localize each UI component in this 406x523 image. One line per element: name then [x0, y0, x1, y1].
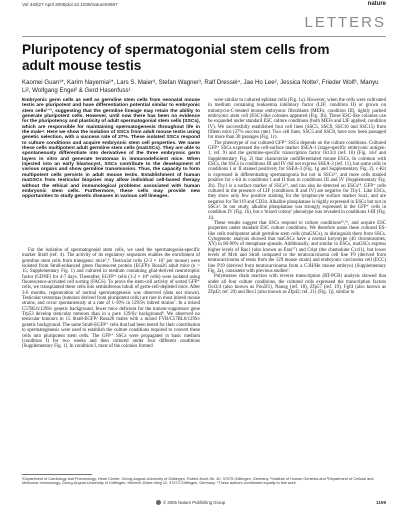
section-heading: LETTERS	[304, 14, 386, 31]
body-left-column: For the isolation of spermatogonial stem cells, we used the spermatogonia-specific marker Stra8 (ref. 4). The activity of its regulatory sequences enables the enrichment of germline stem cells from transgenic mice⁵,⁶. Testicular cells (2-3 × 10⁷ per mouse) were isolated from Stra8-enhanced green fluorescent protein (EGFP)/ Rosa26 adult mice (n = 15; Supplementary Fig. 1) and cultured in medium containing glial-derived neurotrophic factor (GDNF) for 4-7 days. Thereafter, EGFP⁺ cells (1-2 × 10⁴ cells) were isolated using fluorescence-activated cell sorting (FACS). To prove the stem-cell activity of sorted GFP⁺ cells, we transplanted these cells into seminiferous tubuli of germ-cell-depleted mice. After 3-6 months, regeneration of normal spermatogenesis was observed (data not shown). Testicular teratomas (tumours derived from pluripotent cells) are rare in most inbred mouse strains, and occur spontaneously at a rate of 1-10% in 129/Sv inbred strains⁷. In a mixed C57BL6/129Sv genetic background, fewer mice deficient for the tumour-suppressor gene Trp53 develop testicular tumours than in a pure 129/Sv background⁸. We observed no testicular tumours in 15 Stra8-EGFP/ Rosa26 males with a mixed FVB/C57BL6/129Sv genetic background. The same Stra8-EGFP⁺ cells that had been tested for their contribution to spermatogenesis were used to establish the culture conditions required to convert these cells into pluripotent stem cells. The GFP⁺ SSCs were propagated in basic medium (condition I) for two weeks and then cultured under four different conditions (Supplementary Fig. 1). In condition I, most of the colonies formed	[22, 248, 201, 350]
body-paragraph: The phenotype of our cultured GFP⁺ SSCs depends on the culture conditions. Cultured GFP⁺ SSCs expressed the cell-surface marker SSEA-1 (stage-specific embryonic antigen-1, ref. 9) and the germline-specific transcription factor Oct3/4 (ref. 10) (Fig. 1d-f and Supplementary Fig. 2) that characterize undifferentiated mouse ESCs. In common with ESCs, the SSCs in conditions III and IV did not express SSEA-3 (ref. 11), but some cells in conditions I or II stained positively for SSEA-3 (Fig. 1g and Supplementary Fig. 2). c-Kit is expressed in differentiating spermatogonia but not in SSCs¹², and more cells stained positive for c-kit in conditions I and II than in conditions III and IV (Supplementary Fig. 2b). Thy1 is a surface marker of SSCs¹³, and can also be detected on ESCs¹⁴. GFP⁺ cells cultured in the presence of LIF (conditions II and IV) are negative for Thy1. Like ESCs, they show only few positive staining for the lymphocyte surface marker Sca1, and are negative for Ter119 and CD34. Alkaline phosphatase is highly expressed in ESCs but not in SSCs¹. In our study, alkaline phosphatase was strongly expressed in the GFP⁺ cells in condition IV (Fig. 1h), but a 'mixed colony' phenotype was revealed in conditions I-III (Fig. 1i).	[208, 140, 387, 221]
journal-brand: nature	[367, 1, 386, 7]
copyright-text: © 2006 Nature Publishing Group	[163, 500, 226, 505]
affiliations: ¹Department of Cardiology and Pneumology, Heart Center, Georg-August-University of Göttingen, Robert-Koch-Str. 40, 37075 Göttingen, Germany. ²Institute of Human Genetics and ³Department of Cellular and Molecular Immunology, Georg-August-University of Göttingen, Heinrich-Düker-Weg 12, 37073 Göttingen, Germany. *These authors contributed equally to this work.	[22, 477, 374, 486]
article-title: Pluripotency of spermatogonial stem cells from adult mouse testis	[22, 42, 330, 73]
volume-line: Vol 440|27 April 2006|doi:10.1038/nature04697	[22, 2, 118, 7]
publisher-logo-icon	[156, 500, 161, 505]
abstract: Embryonic germ cells as well as germline stem cells from neonatal mouse testis are pluripotent and have differentiation potential similar to embryonic stem cells¹⁻³, suggesting that the germline lineage may retain the ability to generate pluripotent cells. However, until now there has been no evidence for the pluripotency and plasticity of adult spermatogonial stem cells (SSCs), which are responsible for maintaining spermatogenesis throughout life in the male⁴. Here we show the isolation of SSCs from adult mouse testis using genetic selection, with a success rate of 27%. These isolated SSCs respond to culture conditions and acquire embryonic stem cell properties. We name these cells multipotent adult germline stem cells (maGSCs). They are able to spontaneously differentiate into derivatives of the three embryonic germ layers in vitro and generate teratomas in immunodeficient mice. When injected into an early blastocyst, SSCs contribute to the development of various organs and show germline transmission. Thus, the capacity to form multipotent cells persists in adult mouse testis. Establishment of human maGSCs from testicular biopsies may allow individual cell-based therapy without the ethical and immunological problems associated with human embryonic stem cells. Furthermore, these cells may provide new opportunities to study genetic diseases in various cell lineages.	[22, 98, 200, 200]
body-paragraph: These results suggest that SSCs respond to culture conditions¹⁵,¹⁶, and acquire ESC properties under standard ESC culture conditions. We therefore name these cultured ES-like cells multipotent adult germline stem cells (maGSCs), to distinguish them from SSCs. Cytogenetic analysis showed that maGSCs have a normal karyotype (40 chromosomes, XY) in 80-90% of metaphase spreads. Additionally, and similar to ESCs, maGSCs express higher levels of Ras1 (also known as Eras¹⁷) and Cript (the chemokine Cxcl1), but lower levels of Mvh and Stra8 compared to the teratocarcinoma cell line F9 (derived from teratocarcinoma of testis from the 129 mouse strain) and embryonic carcinoma cell (ECC) line P19 (derived from teratocarcinoma from a C3H/He mouse embryo) (Supplementary Fig. 3a), consistent with previous studies¹.	[208, 220, 386, 274]
body-paragraph: Polymerase chain reaction with reverse transcription (RT-PCR) analysis showed that under all four culture conditions, the cultured cells expressed the transcription factors Oct3/4 (also known as Pou5f1), Nanog (ref. 18), Zfp57 (ref. 19), Fgf4 (also known as Zfp42; ref. 20) and Rex1 (also known as Zfp42; ref. 21) (Fig. 1j), similar to	[208, 274, 386, 296]
header-rule	[22, 36, 386, 37]
author-list: Kaomei Guan¹*, Karim Nayernia²*, Lars S. Maier³, Stefan Wagner³, Ralf Dressel⁴, Jae Ho Lee², Jessica Nolte², Frieder Wolf¹, Manyu Li², Wolfgang Engel² & Gerd Hasenfuss¹	[22, 79, 379, 95]
copyright	[156, 500, 225, 505]
footnote-rule	[22, 474, 92, 475]
body-paragraph: were similar to cultured epiblast cells (Fig. 1a). However, when the cells were cultivated in medium containing leukaemia inhibitory factor (LIF; condition II) or grown on mitomycin-C-treated mouse embryonic fibroblasts (MEFs; condition III), tightly packed embryonic stem cell (ESC)-like colonies appeared (Fig. 1b). These ESC-like colonies can be expanded under standard ESC culture conditions (both MEFs and LIF applied; condition IV). We successfully established four cell lines (SSC5, SSC8, SSC10 and SSC15) from fifteen mice (27% success rate). Two cell lines, SSC5 and SSC8, have now been passaged for more than 30 passages (Fig. 1c).	[208, 98, 386, 141]
body-right-column	[208, 98, 386, 296]
page-number: 1199	[376, 500, 386, 505]
journal-header	[0, 0, 406, 12]
